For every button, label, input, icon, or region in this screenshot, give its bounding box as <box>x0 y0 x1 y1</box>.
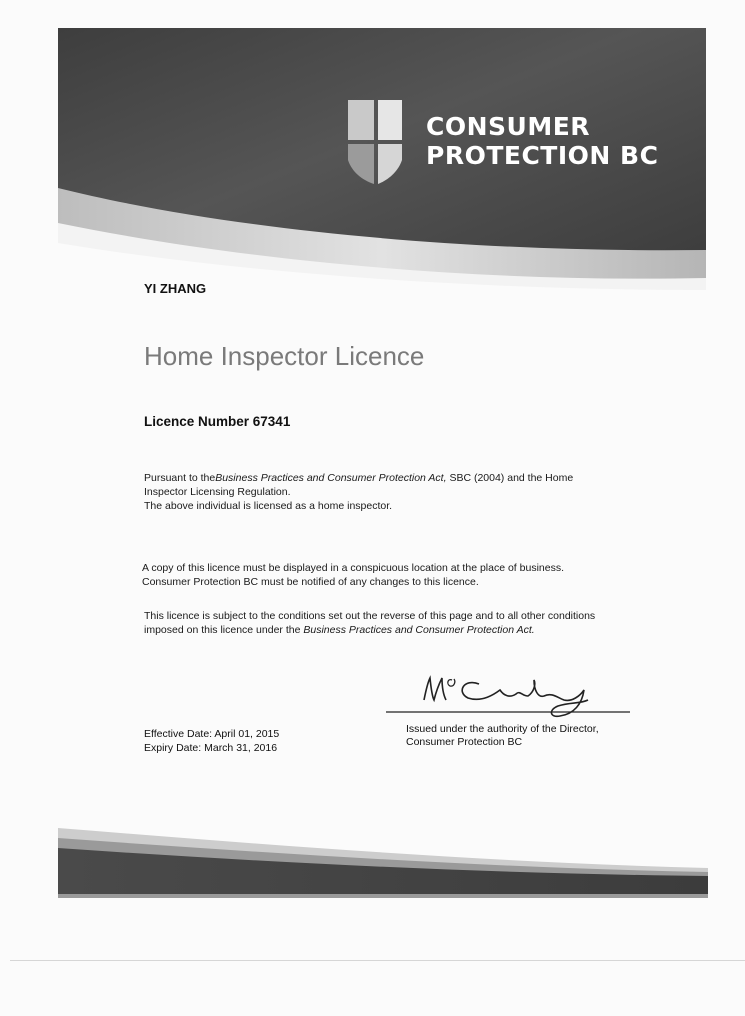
display-notice-line-1: A copy of this licence must be displayed in a conspicuous location at the place of business. <box>142 562 564 574</box>
conditions-prefix: imposed on this licence under the <box>144 624 304 636</box>
brand-name <box>426 112 658 170</box>
effective-date: Effective Date: April 01, 2015 <box>144 728 280 740</box>
conditions-act-name: Business Practices and Consumer Protection Act. <box>303 624 535 636</box>
issuer-statement <box>406 723 599 749</box>
director-signature <box>384 670 634 720</box>
shield-logo-icon <box>346 100 404 186</box>
authority-line-1 <box>144 471 573 485</box>
licence-title: Home Inspector Licence <box>144 341 425 371</box>
issuer-line-1: Issued under the authority of the Director, <box>406 723 599 735</box>
validity-dates <box>144 727 279 755</box>
conditions-line-1: This licence is subject to the conditions set out the reverse of this page and to all other conditions <box>144 610 596 622</box>
act-name: Business Practices and Consumer Protection Act, <box>215 472 447 484</box>
brand-line-1: CONSUMER <box>426 112 591 141</box>
issuer-line-2: Consumer Protection BC <box>406 736 523 748</box>
display-notice-line-2: Consumer Protection BC must be notified of any changes to this licence. <box>142 576 479 588</box>
conditions-line-2 <box>144 623 595 637</box>
conditions-paragraph <box>144 609 595 637</box>
expiry-date: Expiry Date: March 31, 2016 <box>144 742 278 754</box>
display-notice-paragraph <box>142 561 564 589</box>
page-edge-divider <box>10 960 745 961</box>
licence-holder-name: YI ZHANG <box>144 281 207 296</box>
authority-line-2: Inspector Licensing Regulation. <box>144 486 291 498</box>
authority-prefix: Pursuant to the <box>144 472 216 484</box>
footer-banner <box>58 828 708 898</box>
licence-number: Licence Number 67341 <box>144 414 291 429</box>
brand-line-2: PROTECTION BC <box>426 141 659 170</box>
authority-line-3: The above individual is licensed as a home inspector. <box>144 500 393 512</box>
authority-suffix: SBC (2004) and the Home <box>446 472 574 484</box>
authority-paragraph <box>144 471 573 513</box>
